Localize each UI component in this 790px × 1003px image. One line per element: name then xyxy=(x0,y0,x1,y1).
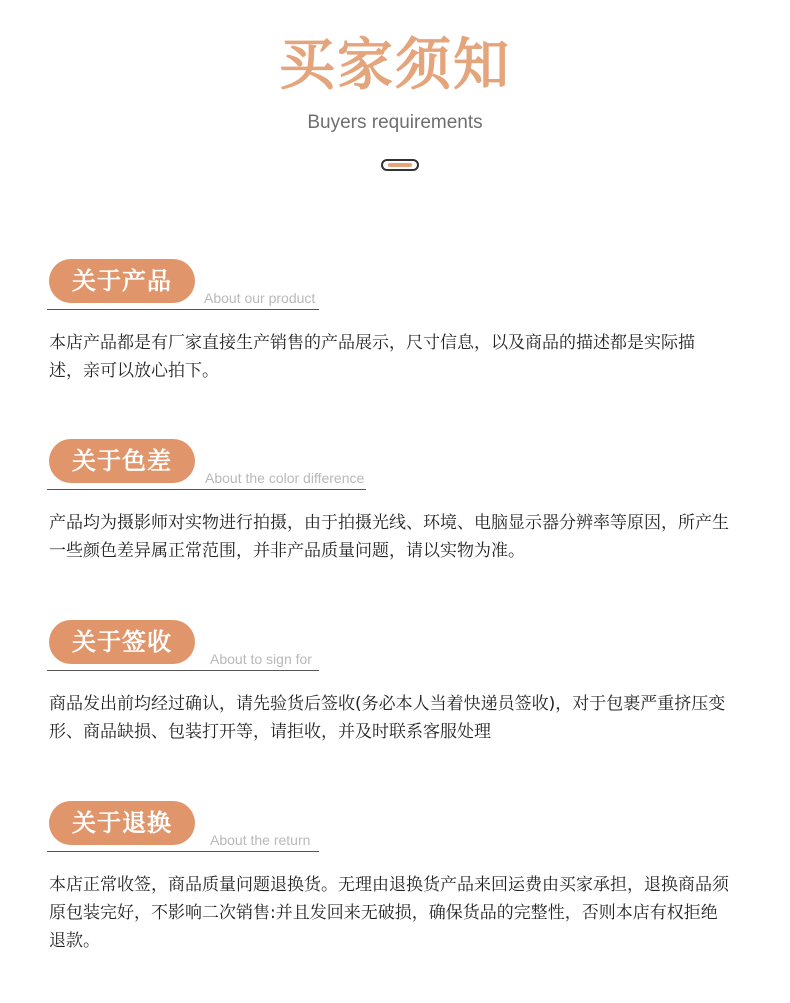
page-title: 买家须知 xyxy=(279,33,511,98)
section-body: 本店正常收签，商品质量问题退换货。无理由退换货产品来回运费由买家承担，退换商品须原包装完好，不影响二次销售:并且发回来无破损，确保货品的完整性，否则本店有权拒绝退款。 xyxy=(49,875,729,951)
section-subtitle: About the return xyxy=(210,832,311,848)
section-body: 产品均为摄影师对实物进行拍摄，由于拍摄光线、环境、电脑显示器分辨率等原因，所产生一些颜色差异属正常范围，并非产品质量问题，请以实物为准。 xyxy=(49,513,729,561)
page-subtitle: Buyers requirements xyxy=(307,112,483,133)
section-underline xyxy=(47,309,319,310)
section-subtitle: About the color difference xyxy=(205,470,365,486)
section-title-badge: 关于退换 xyxy=(49,801,195,845)
section-underline xyxy=(47,670,319,671)
section-body: 本店产品都是有厂家直接生产销售的产品展示，尺寸信息，以及商品的描述都是实际描述，亲可以放心拍下。 xyxy=(49,333,695,381)
section-subtitle: About our product xyxy=(204,290,316,306)
section-body: 商品发出前均经过确认，请先验货后签收(务必本人当着快递员签收)，对于包裹严重挤压变形、商品缺损、包装打开等，请拒收，并及时联系客服处理 xyxy=(49,694,726,742)
section-title-badge: 关于产品 xyxy=(49,259,195,303)
section-title-badge: 关于签收 xyxy=(49,620,195,664)
header-divider xyxy=(381,159,419,171)
section-underline xyxy=(47,489,366,490)
section-title-badge: 关于色差 xyxy=(49,439,195,483)
section-subtitle: About to sign for xyxy=(210,651,312,667)
section-underline xyxy=(47,851,319,852)
